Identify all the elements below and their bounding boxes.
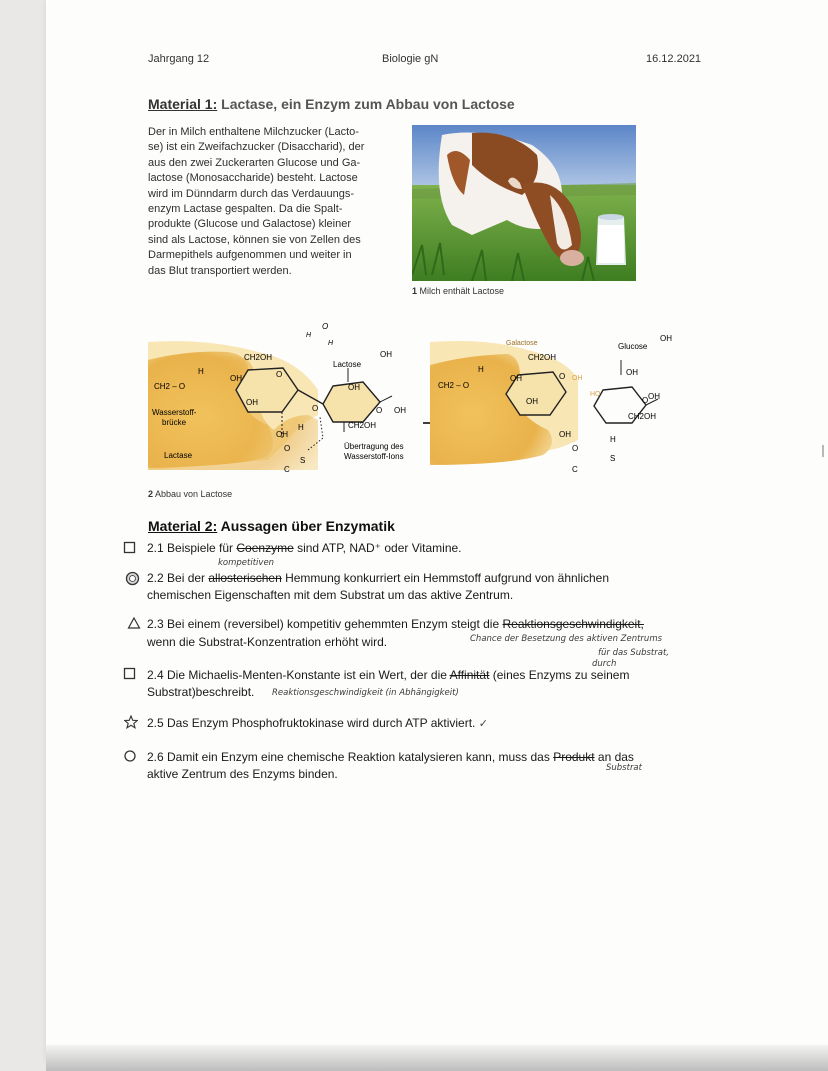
- material2-title-rest: Aussagen über Enzymatik: [217, 518, 395, 534]
- label-ch2oh-galactose: CH2OH: [528, 353, 557, 362]
- label-c: C: [284, 465, 290, 474]
- label-h-lower: H: [298, 423, 304, 432]
- material1-line: enzym Lactase gespalten. Da die Spalt-: [148, 203, 343, 216]
- label-oh-lower: OH: [276, 430, 288, 439]
- statement-2-2-pre: 2.2 Bei der: [147, 571, 209, 585]
- material1-line: Der in Milch enthaltene Milchzucker (Lacto-: [148, 126, 359, 138]
- statement-2-2-struck: allosterischen: [208, 571, 282, 585]
- label-h-galactose: H: [478, 365, 484, 374]
- label-lactase: Lactase: [164, 451, 193, 460]
- label-oh-glucose-ring: OH: [626, 368, 638, 377]
- label-oh-glucose-right: OH: [648, 392, 660, 401]
- label-wasserstoffbruecke-1: Wasserstoff-: [152, 408, 197, 417]
- material1-line: Darmepithels aufgenommen und weiter in: [148, 249, 352, 262]
- check-mark-icon: ✓: [478, 718, 488, 730]
- circle-mark-icon: [125, 571, 141, 587]
- statement-2-6-line2: aktive Zentrum des Enzyms binden.: [147, 767, 338, 781]
- scroll-marker: [822, 445, 824, 457]
- label-uebertragung-2: Wasserstoff-Ions: [344, 452, 404, 461]
- label-h-top-1: H: [306, 332, 312, 339]
- square-mark-icon: [123, 667, 137, 681]
- statement-2-6-struck: Produkt: [553, 750, 595, 764]
- label-s: S: [300, 456, 306, 465]
- label-ch2oh-glucose: CH2OH: [628, 412, 657, 421]
- label-ho: HO: [590, 391, 601, 398]
- header-grade: Jahrgang 12: [148, 53, 210, 65]
- statement-2-4-pre: 2.4 Die Michaelis-Menten-Konstante ist ein Wert, der die: [147, 668, 450, 682]
- label-h: H: [198, 367, 204, 376]
- material1-line: das Blut transportiert werden.: [148, 264, 292, 277]
- page-bottom-edge: [46, 1045, 828, 1071]
- label-ch2oh-mid: CH2OH: [348, 421, 377, 430]
- photo-caption-text: Milch enthält Lactose: [417, 286, 505, 296]
- label-glucose: Glucose: [618, 342, 648, 351]
- label-o-c-right: O: [572, 444, 579, 453]
- statement-2-1-post: sind ATP, NAD⁺ oder Vitamine.: [293, 541, 462, 555]
- label-oh: OH: [230, 374, 242, 383]
- statement-2-4-struck: Affinität: [449, 668, 490, 682]
- statement-2-3-struck: Reaktionsgeschwindigkeit,: [502, 617, 644, 631]
- cow-milk-photo: [412, 125, 636, 281]
- statement-2-2: [147, 570, 609, 587]
- material1-line: aus den zwei Zuckerarten Glucose und Ga-: [148, 156, 361, 169]
- triangle-mark-icon: [127, 616, 141, 630]
- label-o-glucose-right: O: [642, 396, 649, 405]
- label-oh-top: OH: [380, 350, 392, 359]
- label-o-galactose: O: [559, 372, 566, 381]
- label-h-top-2: H: [328, 340, 334, 347]
- material2-title: [148, 518, 395, 534]
- label-ch2-o: CH2 – O: [154, 382, 186, 391]
- lactase-diagram: [148, 320, 672, 485]
- handwritten-reaktionsgeschwindigkeit: Reaktionsgeschwindigkeit (in Abhängigkeit): [272, 688, 459, 698]
- statement-2-2-post: Hemmung konkurriert ein Hemmstoff aufgrund von ähnlichen: [281, 571, 610, 585]
- handwritten-fuer-substrat: für das Substrat,: [598, 648, 669, 658]
- material1-line: sind als Lactose, können sie von Zellen des: [148, 233, 361, 246]
- header-subject: Biologie gN: [382, 53, 439, 65]
- statement-2-3: [147, 616, 644, 633]
- label-oh-glucose-top: OH: [660, 334, 672, 343]
- label-ch2oh-top: CH2OH: [244, 353, 273, 362]
- lactase-diagram-graphic: [148, 320, 668, 485]
- label-o-bridge: O: [312, 404, 319, 413]
- label-o: O: [276, 370, 283, 379]
- statement-2-1-struck: Coenzyme: [236, 541, 294, 555]
- label-oh-ring: OH: [246, 398, 258, 407]
- handwritten-chance: Chance der Besetzung des aktiven Zentrums: [470, 634, 663, 644]
- label-o-c: O: [284, 444, 291, 453]
- label-h-glucose: H: [610, 435, 616, 444]
- label-oh-right: OH: [394, 406, 406, 415]
- label-oh-inner: OH: [526, 397, 538, 406]
- statement-2-5: [147, 715, 488, 733]
- statement-2-1: [147, 540, 462, 557]
- label-o-top: O: [322, 322, 329, 331]
- figure2-caption: [148, 489, 232, 499]
- handwritten-kompetitiven: kompetitiven: [218, 558, 275, 568]
- label-uebertragung-1: Übertragung des: [344, 442, 404, 451]
- statement-2-4: [147, 667, 629, 684]
- material1-title: [148, 96, 515, 112]
- statement-2-3-line2: wenn die Substrat-Konzentration erhöht wird.: [147, 635, 388, 649]
- photo-caption-number: 1: [412, 286, 418, 296]
- figure2-caption-number: 2: [148, 489, 154, 499]
- material1-line: lactose (Monosaccharide) besteht. Lactose: [148, 172, 358, 185]
- statement-2-6-post: an das: [594, 750, 634, 764]
- label-oh-lower-right: OH: [559, 430, 571, 439]
- material1-line: produkte (Glucose und Galactose) kleiner: [148, 218, 351, 231]
- label-oh-galactose: OH: [510, 374, 522, 383]
- circle-mark-icon: [123, 749, 137, 763]
- statement-2-2-line2: chemischen Eigenschaften mit dem Substrat um das aktive Zentrum.: [147, 588, 514, 602]
- label-s-right: S: [610, 454, 616, 463]
- label-c-right: C: [572, 465, 578, 474]
- star-mark-icon: [124, 715, 138, 729]
- statement-2-6: [147, 749, 634, 766]
- handwritten-substrat: Substrat: [606, 763, 642, 773]
- statement-2-1-pre: 2.1 Beispiele für: [147, 541, 237, 555]
- material1-line: wird im Dünndarm durch das Verdauungs-: [148, 187, 355, 200]
- statement-2-4-post: (eines Enzyms zu seinem: [489, 668, 630, 682]
- label-oh-glucose: OH: [348, 383, 360, 392]
- label-oh-ring-galactose: OH: [572, 375, 583, 382]
- material1-line: se) ist ein Zweifachzucker (Disaccharid), der: [148, 141, 365, 154]
- square-mark-icon: [123, 541, 137, 555]
- material1-paragraph: [148, 125, 396, 279]
- label-lactose: Lactose: [333, 360, 362, 369]
- statement-2-6-pre: 2.6 Damit ein Enzym eine chemische Reaktion katalysieren kann, muss das: [147, 750, 554, 764]
- label-galactose: Galactose: [506, 340, 538, 347]
- label-o-glucose: O: [376, 406, 383, 415]
- figure2-caption-text: Abbau von Lactose: [153, 489, 233, 499]
- header-date: 16.12.2021: [646, 53, 702, 65]
- material1-title-prefix: Material 1:: [148, 96, 218, 112]
- handwritten-durch: durch: [592, 659, 617, 669]
- statement-2-4-line2: Substrat)beschreibt.: [147, 685, 255, 699]
- label-ch2-o-right: CH2 – O: [438, 381, 470, 390]
- photo-caption: [412, 286, 504, 296]
- statement-2-5-text: 2.5 Das Enzym Phosphofruktokinase wird durch ATP aktiviert.: [147, 716, 476, 730]
- label-wasserstoffbruecke-2: brücke: [162, 418, 187, 427]
- material1-title-rest: Lactase, ein Enzym zum Abbau von Lactose: [217, 96, 515, 112]
- material2-title-prefix: Material 2:: [148, 518, 218, 534]
- statement-2-3-pre: 2.3 Bei einem (reversibel) kompetitiv gehemmten Enzym steigt die: [147, 617, 503, 631]
